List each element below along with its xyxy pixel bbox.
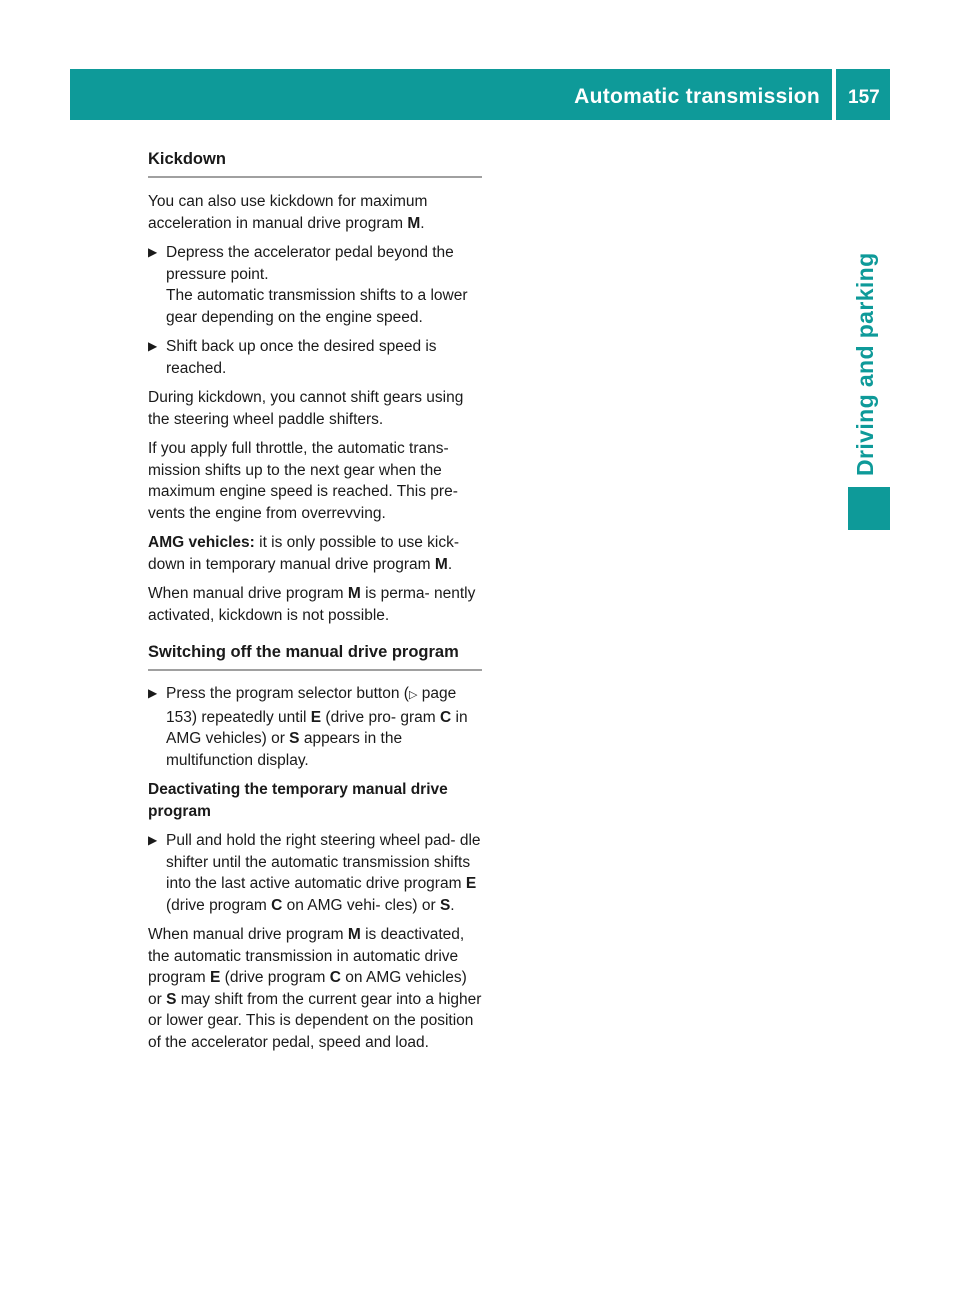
subheading: Deactivating the temporary manual drive program <box>148 781 448 820</box>
section-heading-kickdown: Kickdown <box>148 148 482 178</box>
page-header-bar <box>70 69 890 120</box>
instruction-step: ▶ Depress the accelerator pedal beyond the pressure point. The automatic transmission shifts to a lower gear depending on the engine speed. <box>148 244 468 326</box>
arrow-bullet-icon: ▶ <box>148 833 158 847</box>
side-tab-marker <box>848 487 890 530</box>
arrow-bullet-icon: ▶ <box>148 339 158 353</box>
instruction-step: ▶ Shift back up once the desired speed is reached. <box>148 338 437 377</box>
instruction-step: ▶ Pull and hold the right steering wheel pad- dle shifter until the automatic transmission shifts into the last active automatic drive program E (drive program C on AMG vehi- cles) or S. <box>148 832 481 914</box>
main-content <box>148 148 482 1061</box>
header-divider <box>832 69 836 120</box>
page-number: 157 <box>848 87 880 108</box>
arrow-bullet-icon: ▶ <box>148 245 158 259</box>
section-heading-switching-off: Switching off the manual drive program <box>148 641 482 671</box>
paragraph: You can also use kickdown for maximum acceleration in manual drive program M. <box>148 193 428 232</box>
page-reference-icon: ▷ <box>408 689 418 701</box>
instruction-step: ▶ Press the program selector button (▷ page 153) repeatedly until E (drive pro- gram C in AMG vehicles) or S appears in the multifunction display. <box>148 685 468 769</box>
side-tab-label: Driving and parking <box>852 252 878 476</box>
paragraph: If you apply full throttle, the automatic trans- mission shifts up to the next gear when the maximum engine speed is reached. This pre- vents the engine from overrevving. <box>148 440 458 522</box>
paragraph: During kickdown, you cannot shift gears using the steering wheel paddle shifters. <box>148 389 464 428</box>
paragraph: When manual drive program M is deactivated, the automatic transmission in automatic drive program E (drive program C on AMG vehicles) or S may shift from the current gear into a higher or lower gear. This is dependent on the position of the accelerator pedal, speed and load. <box>148 926 482 1051</box>
arrow-bullet-icon: ▶ <box>148 686 158 700</box>
paragraph: AMG vehicles: it is only possible to use kick- down in temporary manual drive program M. <box>148 534 459 573</box>
chapter-title: Automatic transmission <box>574 85 820 108</box>
paragraph: When manual drive program M is perma- nently activated, kickdown is not possible. <box>148 585 476 624</box>
